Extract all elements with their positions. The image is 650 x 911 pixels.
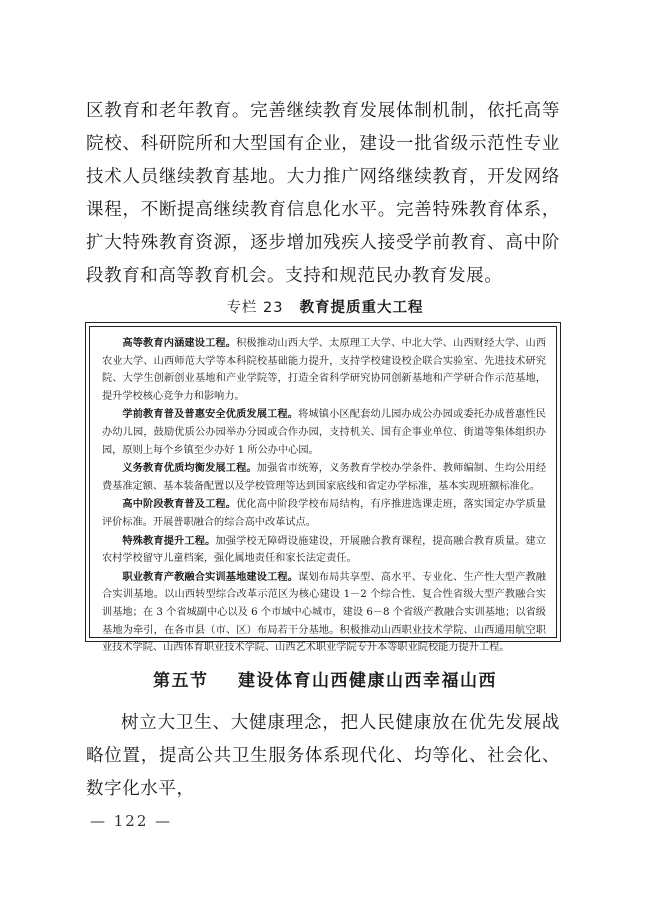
feature-item-name: 义务教育优质均衡发展工程。 bbox=[122, 463, 257, 475]
column-title: 教育提质重大工程 bbox=[299, 300, 424, 316]
section-number: 第五节 bbox=[153, 671, 209, 691]
feature-item-text: 积极推动山西大学、太原理工大学、中北大学、山西财经大学、山西农业大学、山西师范大学等本科院校基础能力提升，支持学校建设校企联合实验室、先进技术研究院、大学生创新创业基地和产业学院等，打造全省科学研究协同创新基地和产学研合作示范基地，提升学校核心竞争力和影响力。 bbox=[102, 338, 547, 402]
section-paragraph bbox=[86, 707, 560, 806]
feature-item bbox=[102, 335, 546, 405]
intro-text: 区教育和老年教育。完善继续教育发展体制机制，依托高等院校、科研院所和大型国有企业，建设一批省级示范性专业技术人员继续教育基地。大力推广网络继续教育，开发网络课程，不断提高继续教育信息化水平。完善特殊教育体系，扩大特殊教育资源，逐步增加残疾人接受学前教育、高中阶段教育和高等教育机会。支持和规范民办教育发展。 bbox=[86, 101, 560, 286]
feature-item bbox=[102, 533, 546, 568]
feature-item-text: 将城镇小区配套幼儿园办成公办园或委托办成普惠性民办幼儿园，鼓励优质公办园举办分园或合作办园，支持机关、国有企事业单位、街道等集体组织办园，原则上每个乡镇至少办好 1 所公办中心园。 bbox=[102, 409, 546, 456]
section-title: 建设体育山西健康山西幸福山西 bbox=[237, 671, 497, 691]
section-text: 树立大卫生、大健康理念，把人民健康放在优先发展战略位置，提高公共卫生服务体系现代化、均等化、社会化、数字化水平， bbox=[86, 713, 560, 799]
page-number: — 122 — bbox=[90, 812, 173, 830]
feature-item-text: 优化高中阶段学校布局结构，有序推进选课走班，落实国定办学质量评价标准。开展普职融合的综合高中改革试点。 bbox=[102, 499, 547, 528]
feature-item bbox=[102, 460, 546, 495]
feature-box-title bbox=[0, 296, 650, 317]
feature-item-name: 高等教育内涵建设工程。 bbox=[122, 338, 237, 349]
column-number: 专栏 23 bbox=[226, 300, 284, 316]
feature-item-text: 加强学校无障碍设施建设，开展融合教育课程，提高融合教育质量。建立农村学校留守儿童档案，强化属地责任和家长法定责任。 bbox=[102, 535, 547, 565]
feature-box-inner bbox=[89, 326, 557, 654]
feature-item-text: 谋划布局共享型、高水平、专业化、生产性大型产教融合实训基地。以山西转型综合改革示范区为核心建设 1－2 个综合性、复合性省级大型产教融合实训基地；在 3 个省城副中心以及 6 个市域中心城市，建设 6－8 个省级产教融合实训基地；以省级基地为牵引，在各市县（市、区）布局若干分基地。积极推动山西职业技术学院、山西通用航空职业技术学院、山西体育职业技术学院、山西艺术职业学院专升本等职业院校能力提升工程。 bbox=[102, 571, 546, 654]
intro-paragraph bbox=[86, 95, 560, 293]
feature-item-text: 加强省市统筹，义务教育学校办学条件、教师编制、生均公用经费基准定额、基本装备配置以及学校管理等达到国家底线和省定办学标准，基本实现班额标准化。 bbox=[102, 463, 547, 492]
section-heading bbox=[0, 666, 650, 691]
feature-item bbox=[102, 496, 546, 531]
feature-item-name: 学前教育普及普惠安全优质发展工程。 bbox=[122, 409, 299, 421]
feature-item bbox=[102, 406, 546, 459]
feature-item-name: 高中阶段教育普及工程。 bbox=[122, 499, 237, 511]
feature-box bbox=[85, 322, 561, 654]
feature-item-name: 特殊教育提升工程。 bbox=[122, 535, 216, 547]
feature-item bbox=[102, 569, 546, 657]
feature-item-name: 职业教育产教融合实训基地建设工程。 bbox=[122, 571, 299, 583]
